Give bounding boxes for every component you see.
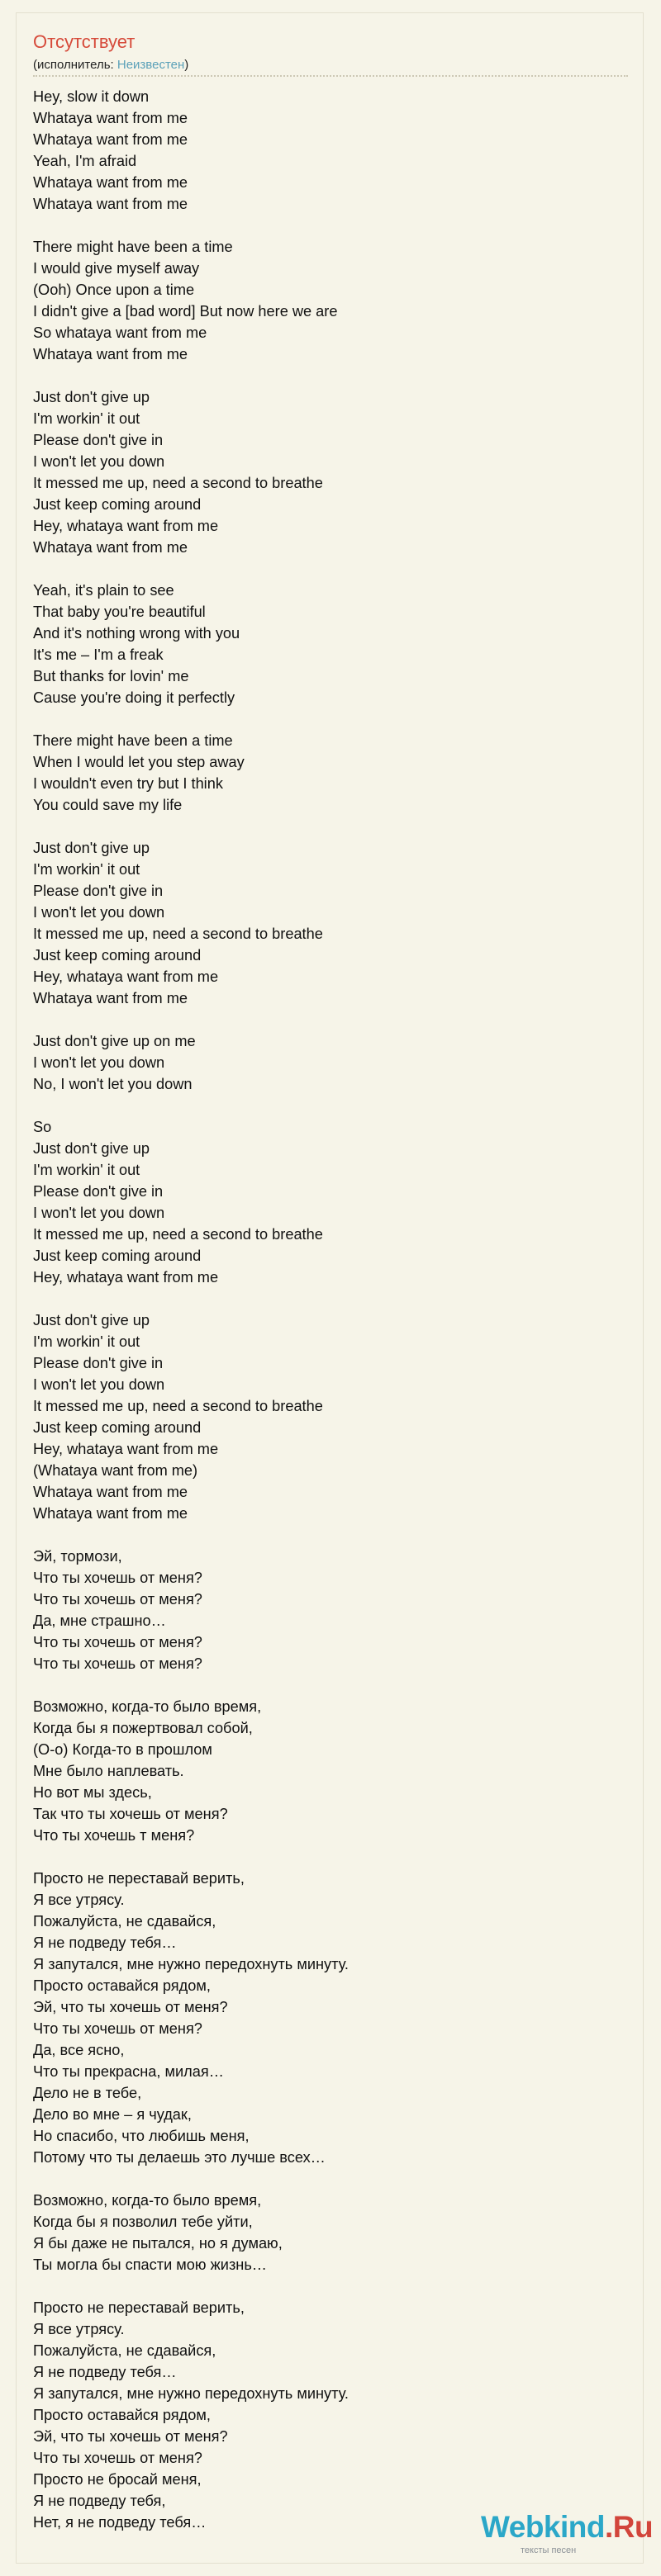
lyric-line: Yeah, I'm afraid (33, 153, 137, 169)
lyric-line: Когда бы я позволил тебе уйти, (33, 2214, 253, 2230)
lyric-line: It's me – I'm a freak (33, 646, 164, 663)
lyric-line: Just don't give up on me (33, 1033, 196, 1049)
lyric-line: Я запутался, мне нужно передохнуть минуту. (33, 2385, 349, 2402)
lyric-line: Hey, whataya want from me (33, 968, 219, 985)
lyric-line: Я бы даже не пытался, но я думаю, (33, 2235, 283, 2252)
lyric-line: Я не подведу тебя… (33, 1934, 177, 1951)
lyric-line: (О-о) Когда-то в прошлом (33, 1741, 212, 1758)
lyric-line: Что ты хочешь от меня? (33, 1634, 202, 1650)
performer-link[interactable]: Неизвестен (117, 58, 185, 72)
lyric-line: Whataya want from me (33, 131, 188, 148)
lyric-line: Так что ты хочешь от меня? (33, 1806, 228, 1822)
lyric-line: Пожалуйста, не сдавайся, (33, 2342, 216, 2359)
lyric-line: Whataya want from me (33, 174, 188, 191)
stanza-break (33, 816, 628, 837)
logo-subtitle: тексты песен (521, 2545, 577, 2555)
lyric-line: It messed me up, need a second to breathe (33, 475, 323, 491)
lyric-line: I won't let you down (33, 453, 165, 470)
lyric-line: Whataya want from me (33, 1484, 188, 1500)
lyric-line: It messed me up, need a second to breathe (33, 1226, 323, 1243)
lyric-line: I won't let you down (33, 1205, 165, 1221)
lyric-line: Просто не бросай меня, (33, 2471, 202, 2488)
performer-prefix: (исполнитель: (33, 58, 117, 72)
lyric-line: I wouldn't even try but I think (33, 775, 223, 792)
lyric-line: Yeah, it's plain to see (33, 582, 174, 599)
lyric-line: Пожалуйста, не сдавайся, (33, 1913, 216, 1930)
lyric-line: Just keep coming around (33, 496, 202, 513)
stanza-break (33, 1095, 628, 1116)
lyric-line: Дело не в тебе, (33, 2085, 142, 2101)
lyric-line: I won't let you down (33, 904, 165, 921)
stanza-break (33, 558, 628, 580)
lyric-line: Just don't give up (33, 1312, 150, 1328)
lyric-line: Возможно, когда-то было время, (33, 1698, 262, 1715)
lyric-line: Но вот мы здесь, (33, 1784, 152, 1801)
lyric-line: Эй, что ты хочешь от меня? (33, 1999, 228, 2015)
logo-main-text: Webkind (481, 2510, 605, 2544)
lyric-line: Что ты хочешь т меня? (33, 1827, 195, 1844)
logo-domain-text: .Ru (605, 2510, 654, 2544)
lyric-line: Whataya want from me (33, 346, 188, 362)
lyric-line: Whataya want from me (33, 539, 188, 556)
lyric-line: Just don't give up (33, 389, 150, 405)
stanza-break (33, 2168, 628, 2190)
stanza-break (33, 708, 628, 730)
title-divider (33, 75, 628, 77)
lyric-line: Just don't give up (33, 1140, 150, 1157)
lyric-line: I'm workin' it out (33, 1162, 140, 1178)
stanza-break (33, 365, 628, 386)
lyric-line: It messed me up, need a second to breathe (33, 1398, 323, 1414)
lyric-line: Просто не переставай верить, (33, 1870, 245, 1887)
site-logo[interactable] (481, 2510, 654, 2561)
stanza-break (33, 1674, 628, 1696)
lyric-line: There might have been a time (33, 732, 233, 749)
lyric-line: It messed me up, need a second to breathe (33, 926, 323, 942)
lyric-line: (Ooh) Once upon a time (33, 282, 195, 298)
performer-line (33, 59, 188, 71)
lyric-line: Что ты хочешь от меня? (33, 2450, 202, 2466)
lyric-line: Please don't give in (33, 1355, 164, 1371)
lyric-line: Я не подведу тебя, (33, 2493, 166, 2509)
lyric-line: Hey, slow it down (33, 88, 150, 105)
logo-wordmark (481, 2512, 653, 2542)
lyric-line: No, I won't let you down (33, 1076, 193, 1092)
lyric-line: Whataya want from me (33, 196, 188, 212)
lyric-line: Hey, whataya want from me (33, 1269, 219, 1286)
lyric-line: Что ты хочешь от меня? (33, 1570, 202, 1586)
lyric-line: Эй, что ты хочешь от меня? (33, 2428, 228, 2445)
lyric-line: Потому что ты делаешь это лучше всех… (33, 2149, 326, 2166)
stanza-break (33, 1524, 628, 1546)
lyric-line: Ты могла бы спасти мою жизнь… (33, 2256, 267, 2273)
lyric-line: That baby you're beautiful (33, 604, 206, 620)
lyric-line: Когда бы я пожертвовал собой, (33, 1720, 253, 1736)
lyric-line: I didn't give a [bad word] But now here we are (33, 303, 338, 320)
lyric-line: Что ты хочешь от меня? (33, 1655, 202, 1672)
performer-suffix: ) (184, 58, 189, 72)
lyric-line: I won't let you down (33, 1054, 165, 1071)
lyric-line: I'm workin' it out (33, 410, 140, 427)
lyric-line: Дело во мне – я чудак, (33, 2106, 192, 2123)
lyric-line: I would give myself away (33, 260, 200, 277)
lyric-line: Please don't give in (33, 1183, 164, 1200)
lyric-line: I won't let you down (33, 1376, 165, 1393)
lyric-line: (Whataya want from me) (33, 1462, 198, 1479)
lyric-line: You could save my life (33, 797, 183, 813)
lyric-line: Whataya want from me (33, 990, 188, 1006)
lyric-line: So whataya want from me (33, 324, 207, 341)
lyric-line: Просто оставайся рядом, (33, 1977, 211, 1994)
lyric-line: Мне было наплевать. (33, 1763, 184, 1779)
lyric-line: Что ты прекрасна, милая… (33, 2063, 224, 2080)
lyric-line: Я запутался, мне нужно передохнуть минуту. (33, 1956, 349, 1972)
lyric-line: Just don't give up (33, 840, 150, 856)
lyric-line: Hey, whataya want from me (33, 518, 219, 534)
lyric-line: Whataya want from me (33, 1505, 188, 1522)
lyric-line: Just keep coming around (33, 947, 202, 964)
lyric-line: But thanks for lovin' me (33, 668, 189, 684)
lyric-line: Нет, я не подведу тебя… (33, 2514, 207, 2531)
stanza-break (33, 215, 628, 236)
lyric-line: There might have been a time (33, 239, 233, 255)
lyric-line: Просто не переставай верить, (33, 2299, 245, 2316)
lyric-line: Я не подведу тебя… (33, 2364, 177, 2380)
lyric-line: Hey, whataya want from me (33, 1441, 219, 1457)
lyric-line: When I would let you step away (33, 754, 245, 770)
stanza-break (33, 1288, 628, 1309)
lyric-line: So (33, 1119, 52, 1135)
lyric-line: Что ты хочешь от меня? (33, 2020, 202, 2037)
song-title: Отсутствует (33, 31, 136, 52)
lyric-line: Whataya want from me (33, 110, 188, 126)
lyric-line: Возможно, когда-то было время, (33, 2192, 262, 2209)
lyric-line: Эй, тормози, (33, 1548, 122, 1565)
lyric-line: And it's nothing wrong with you (33, 625, 240, 642)
stanza-break (33, 2275, 628, 2297)
lyric-line: Please don't give in (33, 883, 164, 899)
lyric-line: Just keep coming around (33, 1419, 202, 1436)
stanza-break (33, 1009, 628, 1030)
lyric-line: Что ты хочешь от меня? (33, 1591, 202, 1608)
lyric-line: Я все утрясу. (33, 1892, 125, 1908)
lyric-line: I'm workin' it out (33, 861, 140, 878)
lyric-line: Да, все ясно, (33, 2042, 125, 2058)
stanza-break (33, 1846, 628, 1868)
lyric-line: Please don't give in (33, 432, 164, 448)
lyric-line: I'm workin' it out (33, 1333, 140, 1350)
lyric-line: Просто оставайся рядом, (33, 2407, 211, 2423)
lyric-line: Cause you're doing it perfectly (33, 689, 235, 706)
lyric-line: Но спасибо, что любишь меня, (33, 2128, 250, 2144)
lyrics-text (33, 86, 628, 2533)
lyric-line: Я все утрясу. (33, 2321, 125, 2337)
lyric-line: Да, мне страшно… (33, 1612, 166, 1629)
lyric-line: Just keep coming around (33, 1248, 202, 1264)
